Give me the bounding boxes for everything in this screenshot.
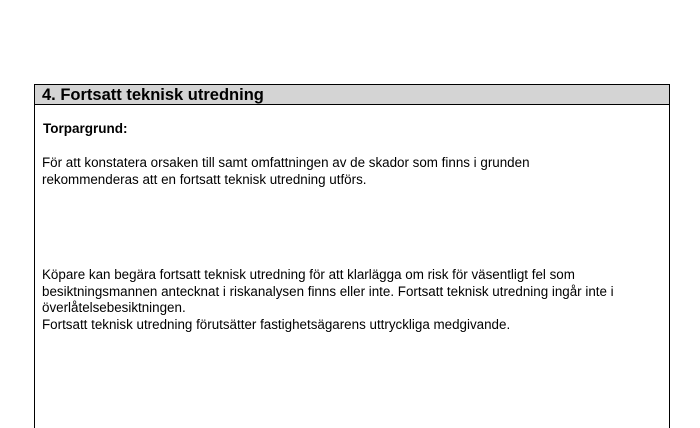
- paragraph-line: besiktningsmannen antecknat i riskanalysen finns eller inte. Fortsatt teknisk utredning ingår inte i: [42, 283, 614, 299]
- section-box: [34, 84, 670, 428]
- section-header: [35, 85, 669, 105]
- paragraph-line: Köpare kan begära fortsatt teknisk utredning för att klarlägga om risk för väsentligt fel som: [42, 267, 575, 282]
- paragraph-line: För att konstatera orsaken till samt omfattningen av de skador som finns i grunden: [42, 155, 530, 170]
- subheading-torpargrund: Torpargrund:: [43, 121, 128, 136]
- recommendation-paragraph: [42, 155, 662, 188]
- section-title: 4. Fortsatt teknisk utredning: [42, 86, 264, 104]
- paragraph-line: rekommenderas att en fortsatt teknisk utredning utförs.: [42, 171, 367, 187]
- paragraph-line: överlåtelsebesiktningen.: [42, 300, 186, 315]
- buyer-info-paragraph: [42, 267, 662, 333]
- paragraph-line: Fortsatt teknisk utredning förutsätter fastighetsägarens uttryckliga medgivande.: [42, 316, 511, 332]
